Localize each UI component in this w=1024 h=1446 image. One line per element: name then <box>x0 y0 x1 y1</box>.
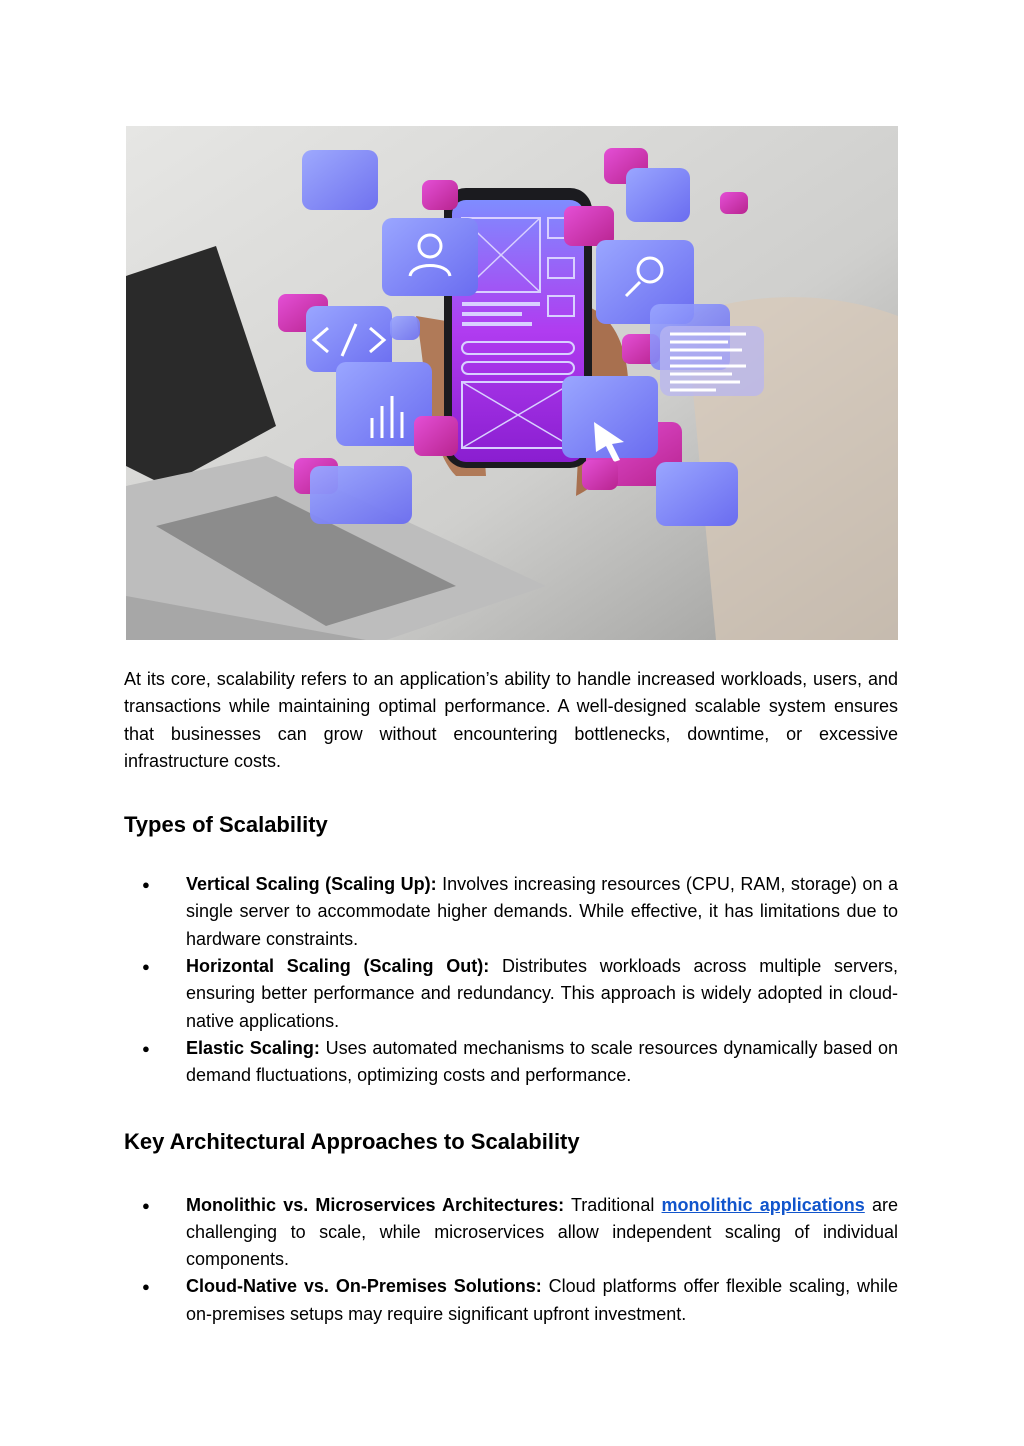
list-item <box>124 953 898 1035</box>
item-term: Elastic Scaling: <box>186 1037 320 1058</box>
types-list <box>124 871 898 1089</box>
intro-paragraph: At its core, scalability refers to an application’s ability to handle increased workloads, users, and transactions while maintaining optimal performance. A well-designed scalable system ensures that businesses can grow without encountering bottlenecks, downtime, or excessive infrastructure costs. <box>124 669 898 771</box>
item-term: Monolithic vs. Microservices Architectures: <box>186 1194 565 1215</box>
item-text: Involves increasing resources (CPU, RAM, storage) on a single server to accommodate higher demands. While effective, it has limitations due to hardware constraints. <box>186 874 898 949</box>
item-term: Vertical Scaling (Scaling Up): <box>186 874 437 895</box>
list-item <box>124 1273 898 1328</box>
item-text: Uses automated mechanisms to scale resources dynamically based on demand fluctuations, optimizing costs and performance. <box>186 1037 898 1086</box>
list-item <box>124 1192 898 1274</box>
architecture-heading: Key Architectural Approaches to Scalability <box>124 1128 580 1154</box>
item-text: Traditional <box>564 1194 662 1215</box>
item-term: Cloud-Native vs. On-Premises Solutions: <box>186 1276 542 1297</box>
list-item <box>124 1035 898 1090</box>
item-text: Distributes workloads across multiple servers, ensuring better performance and redundancy. This approach is widely adopted in cloud-native applications. <box>186 956 898 1031</box>
item-text: Cloud platforms offer flexible scaling, while on-premises setups may require significant upfront investment. <box>186 1276 898 1324</box>
architecture-list <box>124 1192 898 1328</box>
article-body <box>124 666 898 1328</box>
list-item <box>124 871 898 953</box>
item-term: Horizontal Scaling (Scaling Out): <box>186 956 490 977</box>
hero-image <box>126 126 898 640</box>
monolithic-applications-link[interactable]: monolithic applications <box>661 1194 865 1215</box>
types-heading: Types of Scalability <box>124 812 328 838</box>
item-text: are challenging to scale, while microservices allow independent scaling of individual components. <box>186 1194 899 1270</box>
